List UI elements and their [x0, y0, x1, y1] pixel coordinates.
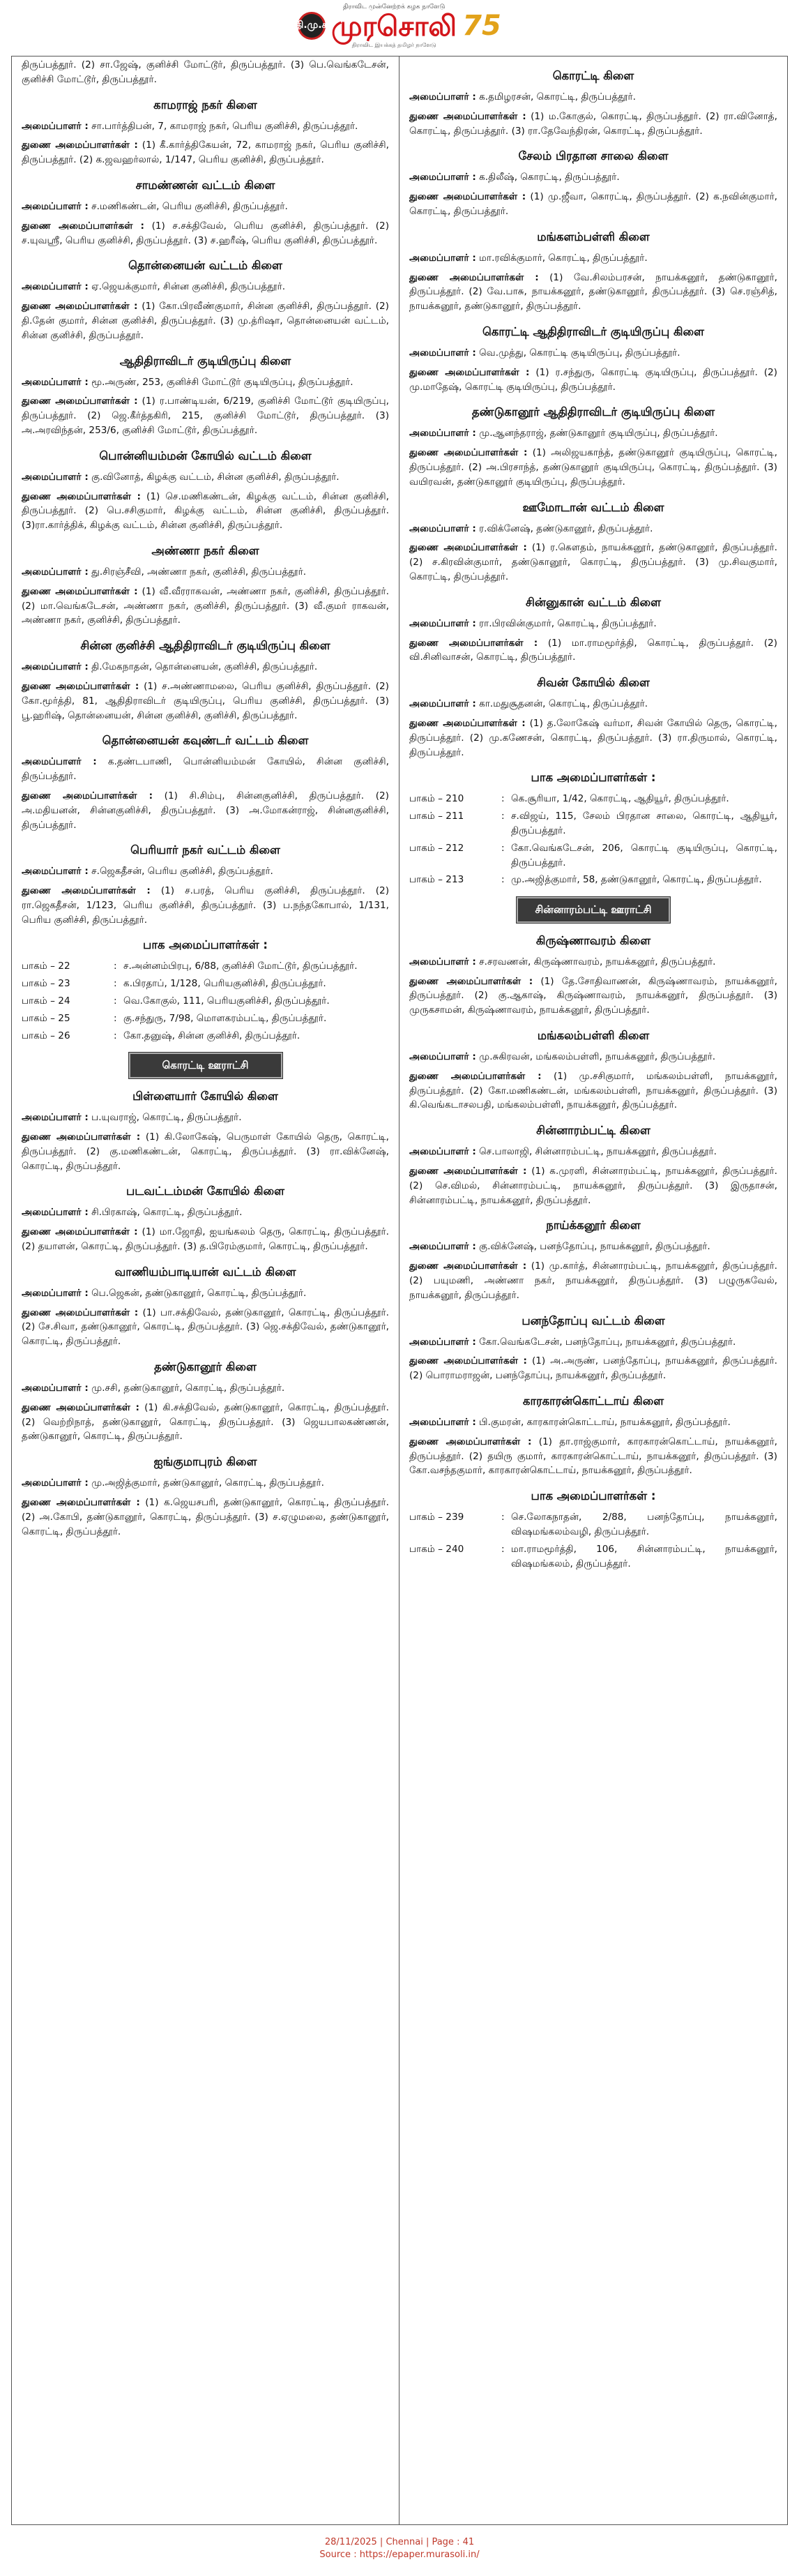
member-entry [22, 199, 389, 214]
member-details: தி.மேகநாதன், தொன்னையன், குனிச்சி, திருப்பத்தூர். [88, 661, 318, 673]
page-footer [0, 2536, 799, 2561]
ward-number: பாகம் – 22 [22, 961, 70, 972]
section-heading: கொரட்டி கிளை [552, 69, 634, 82]
member-details: (1) கோ.பிரவீண்குமார், சின்ன குனிச்சி, திருப்பத்தூர். (2) தி.தேன் குமார், சின்ன குனிச்சி, திருப்பத்தூர். (3) மு.த்ரிஷா, தொன்னையன் வட்டம், சின்ன குனிச்சி, திருப்பத்தூர். [22, 301, 389, 341]
member-entry [22, 1205, 389, 1220]
ward-separator: : [114, 961, 117, 972]
member-entry [22, 1401, 389, 1444]
ward-member-details: க.பிரதாப், 1/128, பெரியகுனிச்சி, திருப்பத்தூர். [123, 978, 326, 990]
anniversary-badge: 75 [462, 10, 501, 42]
member-details: (1) த.லோகேஷ் வர்மா, சிவன் கோயில் தெரு, கொரட்டி, திருப்பத்தூர். (2) மு.கணேசன், கொரட்டி, திருப்பத்தூர். (3) ரா.திருமால், கொரட்டி, திருப்பத்தூர். [409, 717, 777, 758]
ward-separator: : [114, 978, 117, 990]
member-details: (1) மு.ஜீவா, கொரட்டி, திருப்பத்தூர். (2) க.நவின்குமார், கொரட்டி, திருப்பத்தூர். [409, 191, 777, 217]
member-details: மு.ஆனந்தராஜ், தண்டுகானூர் குடியிருப்பு, திருப்பத்தூர். [475, 428, 718, 439]
section-heading: சாமண்ணன் வட்டம் கிளை [135, 178, 275, 192]
section-heading: நாய்க்கனூர் கிளை [546, 1219, 641, 1233]
section-heading: சிவன் கோயில் கிளை [537, 676, 650, 690]
member-details: (1) மா.ஜோதி, ஐயங்கலம் தெரு, கொரட்டி, திருப்பத்தூர். (2) தயாளன், கொரட்டி, திருப்பத்தூர். (3) த.பிரேம்குமார், கொரட்டி, திருப்பத்தூர். [22, 1226, 389, 1253]
role-label: துணை அமைப்பாளர்கள் : [409, 1070, 542, 1082]
member-details: க.தண்டபாணி, பொன்னியம்மன் கோயில், சின்ன குனிச்சி, திருப்பத்தூர். [22, 756, 389, 783]
member-entry [409, 426, 777, 441]
section-heading: ஐங்குமாபுரம் கிளை [153, 1455, 257, 1469]
member-entry [22, 585, 389, 628]
ward-entry [22, 959, 389, 974]
role-label: துணை அமைப்பாளர்கள் : [409, 191, 526, 203]
role-label: அமைப்பாளர் : [409, 956, 476, 967]
member-details: சா.பார்த்திபன், 7, காமராஜ் நகர், பெரிய குனிச்சி, திருப்பத்தூர். [88, 120, 358, 132]
member-details: (1) தே.சோதிவாணன், கிருஷ்ணாவரம், நாயக்கனூர், திருப்பத்தூர். (2) கு.ஆகாஷ், கிருஷ்ணாவரம், நாயக்கனூர், திருப்பத்தூர். (3) முருகசாமன், கிருஷ்ணாவரம், நாயக்கனூர், திருப்பத்தூர். [409, 975, 777, 1016]
role-label: அமைப்பாளர் : [409, 172, 476, 183]
member-entry [409, 1435, 777, 1478]
member-entry [22, 1496, 389, 1539]
ward-entry [409, 792, 777, 806]
member-entry [22, 755, 389, 784]
member-entry [409, 1050, 777, 1064]
role-label: துணை அமைப்பாளர்கள் : [22, 1497, 140, 1509]
footer-source: Source : https://epaper.murasoli.in/ [319, 2549, 480, 2560]
member-details: கு.வினோத், கிழக்கு வட்டம், சின்ன குனிச்சி, திருப்பத்தூர். [88, 471, 340, 483]
member-details: (1) அ.அருண், பனந்தோப்பு, நாயக்கனூர், திருப்பத்தூர். (2) பொராமராஜன், பனந்தோப்பு, நாயக்கனூர், திருப்பத்தூர். [409, 1355, 777, 1382]
member-entry [22, 299, 389, 342]
member-details: ச.மணிகண்டன், பெரிய குனிச்சி, திருப்பத்தூர். [88, 200, 288, 212]
member-details: (1) க.முரளி, சின்னாரம்பட்டி, நாயக்கனூர், திருப்பத்தூர். (2) செ.விமல், சின்னாரம்பட்டி, நாயக்கனூர், திருப்பத்தூர். (3) இருதாசன், சின்னாரம்பட்டி, நாயக்கனூர், திருப்பத்தூர். [409, 1166, 777, 1206]
member-details: (1) ச.சக்திவேல், பெரிய குனிச்சி, திருப்பத்தூர். (2) ச.யுவஸ்ரீ, பெரிய குனிச்சி, திருப்பத்தூர். (3) ச.ஹரீஷ், பெரிய குனிச்சி, திருப்பத்தூர். [22, 220, 389, 246]
role-label: அமைப்பாளர் : [22, 661, 89, 673]
ward-number: பாகம் – 211 [409, 811, 464, 822]
member-entry [409, 955, 777, 970]
role-label: அமைப்பாளர் : [409, 428, 476, 439]
member-entry [409, 1069, 777, 1113]
masthead-subtitle: திராவிட இயக்கத் தமிழர் நாளேடு [351, 41, 436, 48]
ward-member-details: செ.லோகநாதன், 2/88, பனந்தோப்பு, நாயக்கனூர், விஷமங்கலம்வழி, திருப்பத்தூர். [511, 1512, 777, 1538]
member-entry [22, 1286, 389, 1301]
member-entry [409, 110, 777, 139]
member-entry [22, 565, 389, 580]
member-entry [22, 490, 389, 533]
ward-entry [409, 1542, 777, 1572]
ward-separator: : [501, 793, 505, 805]
page-frame [11, 56, 788, 2525]
ward-entry [22, 1011, 389, 1026]
section-heading: பாக அமைப்பாளர்கள் : [531, 1489, 656, 1503]
member-entry [22, 789, 389, 832]
role-label: துணை அமைப்பாளர்கள் : [409, 975, 533, 987]
role-label: துணை அமைப்பாளர்கள் : [22, 301, 138, 312]
role-label: அமைப்பாளர் : [409, 1051, 476, 1063]
ward-number: பாகம் – 23 [22, 978, 70, 990]
member-details: (1) ர.கௌதம், நாயக்கனூர், தண்டுகானூர், திருப்பத்தூர். (2) ச.கிரவின்குமார், தண்டுகானூர், கொரட்டி, திருப்பத்தூர். (3) மு.சிவகுமார், கொரட்டி, திருப்பத்தூர். [409, 542, 777, 582]
section-heading: காமராஜ் நகர் கிளை [153, 98, 257, 112]
member-entry [409, 1335, 777, 1350]
member-entry [409, 974, 777, 1018]
member-entry [409, 170, 777, 185]
section-heading: பெரியார் நகர் வட்டம் கிளை [130, 843, 280, 857]
member-entry [22, 394, 389, 437]
member-entry [22, 1110, 389, 1125]
member-details: மு.சசி, தண்டுகானூர், கொரட்டி, திருப்பத்தூர். [88, 1383, 285, 1394]
role-label: துணை அமைப்பாளர்கள் : [22, 1226, 138, 1238]
ward-number: பாகம் – 24 [22, 995, 70, 1007]
party-emblem: தி.மு.க [298, 12, 326, 40]
member-entry [22, 1476, 389, 1491]
role-label: துணை அமைப்பாளர்கள் : [22, 585, 138, 597]
section-heading: சின்ன குனிச்சி ஆதிதிராவிடர் குடியிருப்பு கிளை [80, 639, 330, 653]
role-label: அமைப்பாளர் : [22, 120, 89, 132]
panchayat-banner: கொரட்டி ஊராட்சி [129, 1053, 282, 1078]
ward-separator: : [114, 1030, 117, 1041]
member-details: பி.குமரன், காரகாரன்கொட்டாய், நாயக்கனூர், திருப்பத்தூர். [475, 1417, 731, 1429]
member-entry [409, 697, 777, 711]
role-label: அமைப்பாளர் : [22, 756, 97, 768]
role-label: அமைப்பாளர் : [409, 1417, 476, 1429]
member-entry [22, 1225, 389, 1254]
ward-member-details: கோ.தனுஷ், சின்ன குனிச்சி, திருப்பத்தூர். [123, 1030, 300, 1041]
section-heading: பாக அமைப்பாளர்கள் : [531, 771, 656, 785]
member-entry [409, 636, 777, 665]
role-label: துணை அமைப்பாளர்கள் : [22, 1401, 139, 1413]
role-label: அமைப்பாளர் : [22, 281, 89, 293]
ward-number: பாகம் – 25 [22, 1012, 70, 1024]
ward-entry [22, 1029, 389, 1044]
ward-member-details: வெ.கோகுல், 111, பெரியகுனிச்சி, திருப்பத்தூர். [123, 995, 330, 1007]
role-label: அமைப்பாளர் : [22, 1287, 89, 1299]
member-details: (1) மு.சசிகுமார், மங்கலம்பள்ளி, நாயக்கனூர், திருப்பத்தூர். (2) கோ.மணிகண்டன், மங்கலம்பள்ளி, நாயக்கனூர், திருப்பத்தூர். (3) கி.வெங்கடாசலபதி, மங்கலம்பள்ளி, நாயக்கனூர், திருப்பத்தூர். [409, 1070, 777, 1111]
member-details: (1) ச.பரத், பெரிய குனிச்சி, திருப்பத்தூர். (2) ரா.ஜெகதீசன், 1/123, பெரிய குனிச்சி, திருப்பத்தூர். (3) ப.நந்தகோபால், 1/131, பெரிய குனிச்சி, திருப்பத்தூர். [22, 885, 389, 926]
member-details: (1) அலிஜயகாந்த், தண்டுகானூர் குடியிருப்பு, கொரட்டி, திருப்பத்தூர். (2) அ.பிரசாந்த், தண்டுகானூர் குடியிருப்பு, கொரட்டி, திருப்பத்தூர். (3) வயிரவன், தண்டுகானூர் குடியிருப்பு, திருப்பத்தூர். [409, 447, 777, 488]
role-label: துணை அமைப்பாளர்கள் : [409, 447, 528, 459]
ward-entry [409, 841, 777, 871]
ward-separator: : [501, 842, 505, 854]
ward-member-details: மா.ராமமூர்த்தி, 106, சின்னாரம்பட்டி, நாயக்கனூர், விஷமங்கலம், திருப்பத்தூர். [511, 1543, 777, 1569]
role-label: அமைப்பாளர் : [22, 471, 89, 483]
ward-member-details: ச.அன்னம்பிரபு, 6/88, குனிச்சி மோட்டூர், திருப்பத்தூர். [123, 961, 358, 972]
member-entry [22, 1381, 389, 1396]
section-heading: படவட்டம்மன் கோயில் கிளை [125, 1184, 285, 1198]
ward-entry [409, 873, 777, 887]
member-entry [22, 280, 389, 294]
ward-entry [409, 809, 777, 838]
section-heading: தொன்னையன் கவுண்டர் வட்டம் கிளை [102, 734, 309, 748]
member-details: கோ.வெங்கடேசன், பனந்தோப்பு, நாயக்கனூர், திருப்பத்தூர். [475, 1336, 736, 1348]
section-heading: சின்னாரம்பட்டி கிளை [536, 1124, 650, 1138]
member-details: ஏ.ஜெயக்குமார், சின்ன குனிச்சி, திருப்பத்தூர். [88, 281, 286, 293]
member-details: (1) கீ.கார்த்திகேயன், 72, காமராஜ் நகர், பெரிய குனிச்சி, திருப்பத்தூர். (2) க.ஜவஹர்லால், 1/147, பெரிய குனிச்சி, திருப்பத்தூர். [22, 140, 389, 166]
member-details: (1) மு.கார்த், சின்னாரம்பட்டி, நாயக்கனூர், திருப்பத்தூர். (2) பயுமணி, அண்ணா நகர், நாயக்கனூர், திருப்பத்தூர். (3) பழுருகவேல், நாயக்கனூர், திருப்பத்தூர். [409, 1260, 777, 1301]
ward-number: பாகம் – 213 [409, 874, 464, 886]
section-heading: பிள்ளையார் கோயில் கிளை [132, 1090, 278, 1104]
section-heading: பொன்னியம்மன் கோயில் வட்டம் கிளை [99, 449, 312, 462]
role-label: அமைப்பாளர் : [22, 866, 89, 878]
ward-number: பாகம் – 210 [409, 793, 464, 805]
member-details: திருப்பத்தூர். (2) சா.ஜேஷ், குனிச்சி மோட்டூர், திருப்பத்தூர். (3) பெ.வெங்கடேசன், குனிச்சி மோட்டூர், திருப்பத்தூர். [22, 59, 389, 85]
ward-separator: : [501, 874, 505, 886]
member-entry [409, 1145, 777, 1159]
role-label: அமைப்பாளர் : [409, 617, 476, 629]
role-label: அமைப்பாளர் : [409, 522, 476, 534]
role-label: துணை அமைப்பாளர்கள் : [409, 1355, 527, 1367]
member-entry [409, 1259, 777, 1302]
member-entry [409, 1164, 777, 1207]
member-details: (1) மா.ராமமூர்த்தி, கொரட்டி, திருப்பத்தூர். (2) வி.சினிவாசன், கொரட்டி, திருப்பத்தூர். [409, 637, 777, 663]
member-entry [22, 375, 389, 390]
member-entry [409, 446, 777, 489]
role-label: அமைப்பாளர் : [22, 1112, 89, 1124]
footer-date-page: 28/11/2025 | Chennai | Page : 41 [324, 2537, 475, 2547]
member-entry [409, 366, 777, 395]
role-label: துணை அமைப்பாளர்கள் : [409, 366, 530, 378]
role-label: துணை அமைப்பாளர்கள் : [22, 490, 141, 502]
ward-separator: : [114, 1012, 117, 1024]
member-entry [409, 190, 777, 219]
member-details: செ.பாலாஜி, சின்னாரம்பட்டி, நாயக்கனூர், திருப்பத்தூர். [475, 1146, 717, 1158]
newspaper-title: முரசொலி [331, 10, 457, 43]
section-heading: கொரட்டி ஆதிதிராவிடர் குடியிருப்பு கிளை [482, 324, 705, 338]
member-details: (1) ம.கோகுல், கொரட்டி, திருப்பத்தூர். (2) ரா.வினோத், கொரட்டி, திருப்பத்தூர். (3) ரா.தேவேந்திரன், கொரட்டி, திருப்பத்தூர். [409, 110, 777, 137]
ward-number: பாகம் – 26 [22, 1030, 70, 1041]
role-label: துணை அமைப்பாளர்கள் : [409, 1260, 527, 1272]
member-details: சி.பிரகாஷ், கொரட்டி, திருப்பத்தூர். [88, 1207, 243, 1219]
role-label: அமைப்பாளர் : [22, 566, 89, 578]
member-entry [22, 660, 389, 675]
role-label: துணை அமைப்பாளர்கள் : [22, 1306, 139, 1318]
role-label: அமைப்பாளர் : [22, 200, 89, 212]
member-entry [409, 716, 777, 760]
ward-member-details: கெ.சூரியா, 1/42, கொரட்டி, ஆதியூர், திருப்பத்தூர். [511, 793, 729, 805]
ward-separator: : [501, 1512, 505, 1523]
role-label: துணை அமைப்பாளர்கள் : [409, 1166, 527, 1177]
left-column [12, 57, 400, 2524]
member-details: து.சிரஞ்சீவி, அண்ணா நகர், குனிச்சி, திருப்பத்தூர். [88, 566, 307, 578]
member-details: மூ.அருண், 253, குனிச்சி மோட்டூர் குடியிருப்பு, திருப்பத்தூர். [88, 376, 353, 388]
member-entry [22, 219, 389, 248]
panchayat-banner: சின்னாரம்பட்டி ஊராட்சி [517, 897, 670, 923]
section-heading: தொன்னையன் வட்டம் கிளை [128, 259, 282, 273]
member-entry [409, 271, 777, 314]
role-label: அமைப்பாளர் : [409, 1241, 476, 1253]
section-heading: பனந்தோப்பு வட்டம் கிளை [522, 1313, 665, 1327]
member-details: ச.ஜெகதீசன், பெரிய குனிச்சி, திருப்பத்தூர். [88, 866, 273, 878]
member-details: (1) கி.லோகேஷ், பெருமாள் கோயில் தெரு, கொரட்டி, திருப்பத்தூர். (2) கு.மணிகண்டன், கொரட்டி, திருப்பத்தூர். (3) ரா.விக்னேஷ், கொரட்டி, திருப்பத்தூர். [22, 1131, 389, 1172]
member-entry [22, 138, 389, 167]
role-label: அமைப்பாளர் : [409, 91, 476, 103]
member-details: ர.விக்னேஷ், தண்டுகானூர், திருப்பத்தூர். [475, 522, 653, 534]
section-heading: காரகாரன்கொட்டாய் கிளை [522, 1394, 664, 1408]
member-entry [22, 884, 389, 927]
section-heading: தண்டுகானூர் கிளை [154, 1360, 257, 1374]
ward-number: பாகம் – 240 [409, 1543, 464, 1555]
role-label: அமைப்பாளர் : [409, 347, 476, 359]
member-details: (1) செ.மணிகண்டன், கிழக்கு வட்டம், சின்ன குனிச்சி, திருப்பத்தூர். (2) பெ.சசிகுமார், கிழக்கு வட்டம், சின்ன குனிச்சி, திருப்பத்தூர். (3)ரா.கார்த்திக், கிழக்கு வட்டம், சின்ன குனிச்சி, திருப்பத்தூர். [22, 490, 389, 532]
ward-member-details: கோ.வெங்கடேசன், 206, கொரட்டி குடியிருப்பு, கொரட்டி, திருப்பத்தூர். [511, 842, 777, 868]
member-entry [409, 617, 777, 631]
member-details: ரா.பிரவின்குமார், கொரட்டி, திருப்பத்தூர். [475, 617, 657, 629]
role-label: அமைப்பாளர் : [409, 1336, 476, 1348]
member-details: மு.அஜித்குமார், தண்டுகானூர், கொரட்டி, திருப்பத்தூர். [88, 1477, 324, 1489]
ward-separator: : [501, 811, 505, 822]
ward-number: பாகம் – 212 [409, 842, 464, 854]
ward-member-details: மு.அஜித்குமார், 58, தண்டுகானூர், கொரட்டி, திருப்பத்தூர். [511, 874, 762, 886]
member-details: கா.மதுசூதனன், கொரட்டி, திருப்பத்தூர். [475, 698, 648, 710]
role-label: துணை அமைப்பாளர்கள் : [409, 110, 526, 122]
role-label: துணை அமைப்பாளர்கள் : [409, 637, 538, 649]
member-details: கு.விக்னேஷ், பனந்தோப்பு, நாயக்கனூர், திருப்பத்தூர். [475, 1241, 710, 1253]
role-label: துணை அமைப்பாளர்கள் : [22, 790, 153, 801]
member-details: (1) கி.சக்திவேல், தண்டுகானூர், கொரட்டி, திருப்பத்தூர். (2) வெற்றிநாத், தண்டுகானூர், கொரட்டி, திருப்பத்தூர். (3) ஜெயபாலகண்ணன், தண்டுகானூர், கொரட்டி, திருப்பத்தூர். [22, 1401, 389, 1443]
section-heading: ஊமோடான் வட்டம் கிளை [522, 500, 664, 514]
section-heading: தண்டுகானூர் ஆதிதிராவிடர் குடியிருப்பு கிளை [471, 405, 715, 419]
role-label: அமைப்பாளர் : [22, 1383, 89, 1394]
role-label: துணை அமைப்பாளர்கள் : [409, 1436, 532, 1447]
member-entry [22, 1306, 389, 1349]
section-heading: ஆதிதிராவிடர் குடியிருப்பு கிளை [119, 354, 291, 368]
member-entry [22, 470, 389, 485]
role-label: துணை அமைப்பாளர்கள் : [22, 885, 151, 897]
member-entry [22, 58, 389, 87]
member-entry [22, 679, 389, 723]
member-details: மா.ரவிக்குமார், கொரட்டி, திருப்பத்தூர். [475, 252, 648, 264]
role-label: துணை அமைப்பாளர்கள் : [22, 1131, 141, 1143]
ward-member-details: ச.விஜய், 115, சேலம் பிரதான சாலை, கொரட்டி, ஆதியூர், திருப்பத்தூர். [511, 811, 777, 836]
masthead [0, 0, 799, 52]
member-entry [409, 251, 777, 266]
role-label: அமைப்பாளர் : [409, 252, 476, 264]
section-heading: சேலம் பிரதான சாலை கிளை [518, 149, 669, 163]
section-heading: பாக அமைப்பாளர்கள் : [143, 938, 268, 952]
member-entry [409, 90, 777, 105]
member-details: (1) சி.சிம்பு, சின்னகுனிச்சி, திருப்பத்தூர். (2) அ.மதியனன், சின்னகுனிச்சி, திருப்பத்தூர். (3) அ.மோகன்ராஜ், சின்னகுனிச்சி, திருப்பத்தூர். [22, 790, 389, 831]
member-entry [409, 541, 777, 584]
ward-entry [22, 994, 389, 1009]
role-label: துணை அமைப்பாளர்கள் : [22, 396, 138, 407]
section-heading: மங்களம்பள்ளி கிளை [537, 229, 650, 243]
member-details: (1) தா.ராஜ்குமார், காரகாரன்கொட்டாய், நாயக்கனூர், திருப்பத்தூர். (2) தயிரு குமார், காரகாரன்கொட்டாய், நாயக்கனூர், திருப்பத்தூர். (3) கோ.வசந்தகுமார், காரகாரன்கொட்டாய், நாயக்கனூர், திருப்பத்தூர். [409, 1436, 777, 1477]
member-entry [22, 1130, 389, 1173]
section-heading: அண்ணா நகர் கிளை [151, 543, 259, 557]
ward-separator: : [114, 995, 117, 1007]
member-entry [22, 119, 389, 134]
role-label: துணை அமைப்பாளர்கள் : [409, 271, 539, 283]
section-heading: சின்னுகான் வட்டம் கிளை [525, 595, 662, 609]
member-entry [409, 1354, 777, 1383]
role-label: துணை அமைப்பாளர்கள் : [22, 680, 139, 692]
member-details: வெ.முத்து, கொரட்டி குடியிருப்பு, திருப்பத்தூர். [475, 347, 680, 359]
member-entry [22, 864, 389, 879]
role-label: அமைப்பாளர் : [409, 698, 476, 710]
masthead-tagline: திராவிட முன்னேற்றக் கழக நாளேடு [342, 3, 446, 10]
member-details: (1) வே.சிலம்பரசன், நாயக்கனூர், தண்டுகானூர், திருப்பத்தூர். (2) வே.பாசு, நாயக்கனூர், தண்டுகானூர், திருப்பத்தூர். (3) செ.ரஞ்சித், நாயக்கனூர், தண்டுகானூர், திருப்பத்தூர். [409, 271, 777, 312]
member-details: க.தமிழரசன், கொரட்டி, திருப்பத்தூர். [475, 91, 636, 103]
member-details: க.திலீஷ், கொரட்டி, திருப்பத்தூர். [475, 172, 620, 183]
member-details: (1) ர.சந்துரு, கொரட்டி குடியிருப்பு, திருப்பத்தூர். (2) மு.மாதேஷ், கொரட்டி குடியிருப்பு, திருப்பத்தூர். [409, 366, 777, 393]
role-label: துணை அமைப்பாளர்கள் : [22, 220, 144, 232]
ward-number: பாகம் – 239 [409, 1512, 464, 1523]
member-entry [409, 346, 777, 361]
logo [295, 3, 501, 49]
logo-text-box [331, 3, 457, 49]
section-heading: மங்கலம்பள்ளி கிளை [537, 1029, 650, 1043]
section-heading: வாணியம்பாடியான் வட்டம் கிளை [114, 1265, 296, 1279]
member-entry [409, 1240, 777, 1254]
member-details: (1) ச.அண்ணாமலை, பெரிய குனிச்சி, திருப்பத்தூர். (2) கோ.மூர்த்தி, 81, ஆதிதிராவிடர் குடியிருப்பு, பெரிய குனிச்சி, திருப்பத்தூர். (3) பூ.ஹரிஷ், தொன்னையன், சின்ன குனிச்சி, குனிச்சி, திருப்பத்தூர். [22, 680, 389, 721]
role-label: துணை அமைப்பாளர்கள் : [409, 717, 526, 729]
ward-member-details: கு.சந்துரு, 7/98, மொளகரம்பட்டி, திருப்பத்தூர். [123, 1012, 327, 1024]
member-entry [409, 522, 777, 536]
member-details: (1) க.ஜெயசபரி, தண்டுகானூர், கொரட்டி, திருப்பத்தூர். (2) அ.கோபி, தண்டுகானூர், கொரட்டி, திருப்பத்தூர். (3) ச.ஏழுமலை, தண்டுகானூர், கொரட்டி, திருப்பத்தூர். [22, 1497, 389, 1537]
ward-separator: : [501, 1543, 505, 1555]
ward-entry [22, 977, 389, 991]
member-details: (1) பா.சக்திவேல், தண்டுகானூர், கொரட்டி, திருப்பத்தூர். (2) சே.சிவா, தண்டுகானூர், கொரட்டி, திருப்பத்தூர். (3) ஜெ.சக்திவேல், தண்டுகானூர், கொரட்டி, திருப்பத்தூர். [22, 1306, 389, 1348]
right-column [400, 57, 787, 2524]
section-heading: கிருஷ்ணாவரம் கிளை [535, 933, 651, 947]
member-details: (1) ர.பாண்டியன், 6/219, குனிச்சி மோட்டூர் குடியிருப்பு, திருப்பத்தூர். (2) ஜெ.கீர்த்தகிரி, 215, குனிச்சி மோட்டூர், திருப்பத்தூர். (3) அ.அரவிந்தன், 253/6, குனிச்சி மோட்டூர், திருப்பத்தூர். [22, 396, 389, 436]
role-label: துணை அமைப்பாளர்கள் : [409, 542, 527, 554]
role-label: அமைப்பாளர் : [22, 1477, 89, 1489]
member-details: பெ.ஜெகன், தண்டுகானூர், கொரட்டி, திருப்பத்தூர். [88, 1287, 307, 1299]
member-details: (1) வீ.வீரராகவன், அண்ணா நகர், குனிச்சி, திருப்பத்தூர். (2) மா.வெங்கடேசன், அண்ணா நகர், குனிச்சி, திருப்பத்தூர். (3) வீ.குமர் ராகவன், அண்ணா நகர், குனிச்சி, திருப்பத்தூர். [22, 585, 389, 626]
role-label: துணை அமைப்பாளர்கள் : [22, 140, 138, 151]
role-label: அமைப்பாளர் : [22, 1207, 89, 1219]
member-details: மு.சுகிரவன், மங்கலம்பள்ளி, நாயக்கனூர், திருப்பத்தூர். [475, 1051, 716, 1063]
ward-entry [409, 1510, 777, 1539]
member-entry [409, 1415, 777, 1430]
role-label: அமைப்பாளர் : [22, 376, 89, 388]
role-label: அமைப்பாளர் : [409, 1146, 476, 1158]
member-details: ப.யுவராஜ், கொரட்டி, திருப்பத்தூர். [88, 1112, 242, 1124]
member-details: ச.சரவணன், கிருஷ்ணாவரம், நாயக்கனூர், திருப்பத்தூர். [475, 956, 716, 967]
